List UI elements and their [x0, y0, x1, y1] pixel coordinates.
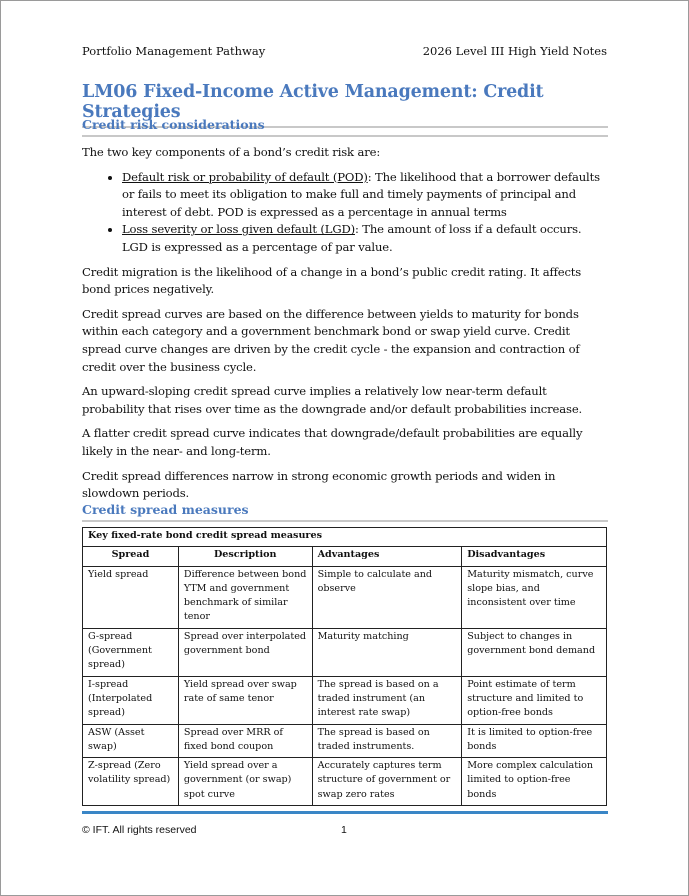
table-row: [83, 758, 607, 806]
bullet-item-lgd: [122, 221, 608, 256]
table-cell-advantages: Accurately captures term structure of government or swap zero rates: [312, 758, 462, 806]
table-cell-spread: G-spread (Government spread): [83, 628, 179, 676]
table-cell-spread: Z-spread (Zero volatility spread): [83, 758, 179, 806]
footer-rule: [82, 811, 608, 814]
section-heading-spread-measures: Credit spread measures: [82, 502, 608, 522]
table-cell-spread: Yield spread: [83, 566, 179, 628]
intro-paragraph: The two key components of a bond’s credit risk are:: [82, 145, 381, 159]
paragraph-flatter-curve: A flatter credit spread curve indicates that downgrade/default probabilities are equally likely in the near- and long-term.: [82, 426, 583, 458]
table-cell-description: Yield spread over swap rate of same tenor: [178, 676, 312, 724]
paragraph-spread-differences: Credit spread differences narrow in strong economic growth periods and widen in slowdown periods.: [82, 468, 556, 501]
table-row: [83, 724, 607, 758]
table-cell-disadvantages: Subject to changes in government bond demand: [462, 628, 607, 676]
credit-spread-measures-table: [82, 527, 607, 806]
table-row: [83, 566, 607, 628]
credit-risk-bullets: [82, 169, 608, 257]
table-cell-description: Difference between bond YTM and government benchmark of similar tenor: [178, 566, 312, 628]
header-notes-title: 2026 Level III High Yield Notes: [422, 44, 607, 58]
table-row: [83, 628, 607, 676]
paragraph-credit-migration: Credit migration is the likelihood of a change in a bond’s public credit rating. It affects bond prices negatively.: [82, 264, 582, 297]
bullet-term-pod: Default risk or probability of default (POD): [122, 169, 368, 184]
section-credit-risk-body: [82, 144, 608, 510]
paragraph-upward-sloping: An upward-sloping credit spread curve implies a relatively low near-term default probability that rises over time as the downgrade and/or default probabilities increase.: [82, 384, 583, 416]
table-caption: Key fixed-rate bond credit spread measures: [83, 528, 607, 547]
table-cell-disadvantages: Maturity mismatch, curve slope bias, and inconsistent over time: [462, 566, 607, 628]
bullet-item-pod: [122, 169, 608, 222]
table-cell-advantages: The spread is based on a traded instrument (an interest rate swap): [312, 676, 462, 724]
table-cell-spread: I-spread (Interpolated spread): [83, 676, 179, 724]
column-header-description: Description: [178, 547, 312, 566]
table-caption-row: [83, 528, 607, 547]
bullet-text-lgd: : The amount of loss if a default occurs. LGD is expressed as a percentage of par value.: [122, 222, 582, 254]
column-header-advantages: Advantages: [312, 547, 462, 566]
table-cell-disadvantages: It is limited to option-free bonds: [462, 724, 607, 758]
footer-page-number: 1: [341, 824, 347, 836]
column-header-disadvantages: Disadvantages: [462, 547, 607, 566]
table-row: [83, 676, 607, 724]
table-cell-description: Spread over MRR of fixed bond coupon: [178, 724, 312, 758]
table-cell-description: Spread over interpolated government bond: [178, 628, 312, 676]
table-cell-advantages: Maturity matching: [312, 628, 462, 676]
table-header-row: [83, 547, 607, 566]
bullet-term-lgd: Loss severity or loss given default (LGD): [122, 222, 355, 237]
table-cell-advantages: The spread is based on traded instruments.: [312, 724, 462, 758]
section-heading-credit-risk: Credit risk considerations: [82, 117, 608, 137]
bullet-text-pod: : The likelihood that a borrower defaults or fails to meet its obligation to make full and timely payments of principal and interest of debt. POD is expressed as a percentage in annual terms: [122, 169, 600, 219]
table-cell-description: Yield spread over a government (or swap) spot curve: [178, 758, 312, 806]
table-cell-advantages: Simple to calculate and observe: [312, 566, 462, 628]
paragraph-spread-curves: Credit spread curves are based on the difference between yields to maturity for bonds within each category and a government benchmark bond or swap yield curve. Credit spread curve changes are driven by the credit cycle - the expansion and contraction of credit over the business cycle.: [82, 306, 580, 374]
table-cell-spread: ASW (Asset swap): [83, 724, 179, 758]
header-pathway: Portfolio Management Pathway: [82, 44, 266, 58]
table-cell-disadvantages: Point estimate of term structure and limited to option-free bonds: [462, 676, 607, 724]
page-title: LM06 Fixed-Income Active Management: Credit Strategies: [82, 82, 608, 128]
column-header-spread: Spread: [83, 547, 179, 566]
footer-copyright: © IFT. All rights reserved: [82, 824, 197, 836]
table-cell-disadvantages: More complex calculation limited to option-free bonds: [462, 758, 607, 806]
